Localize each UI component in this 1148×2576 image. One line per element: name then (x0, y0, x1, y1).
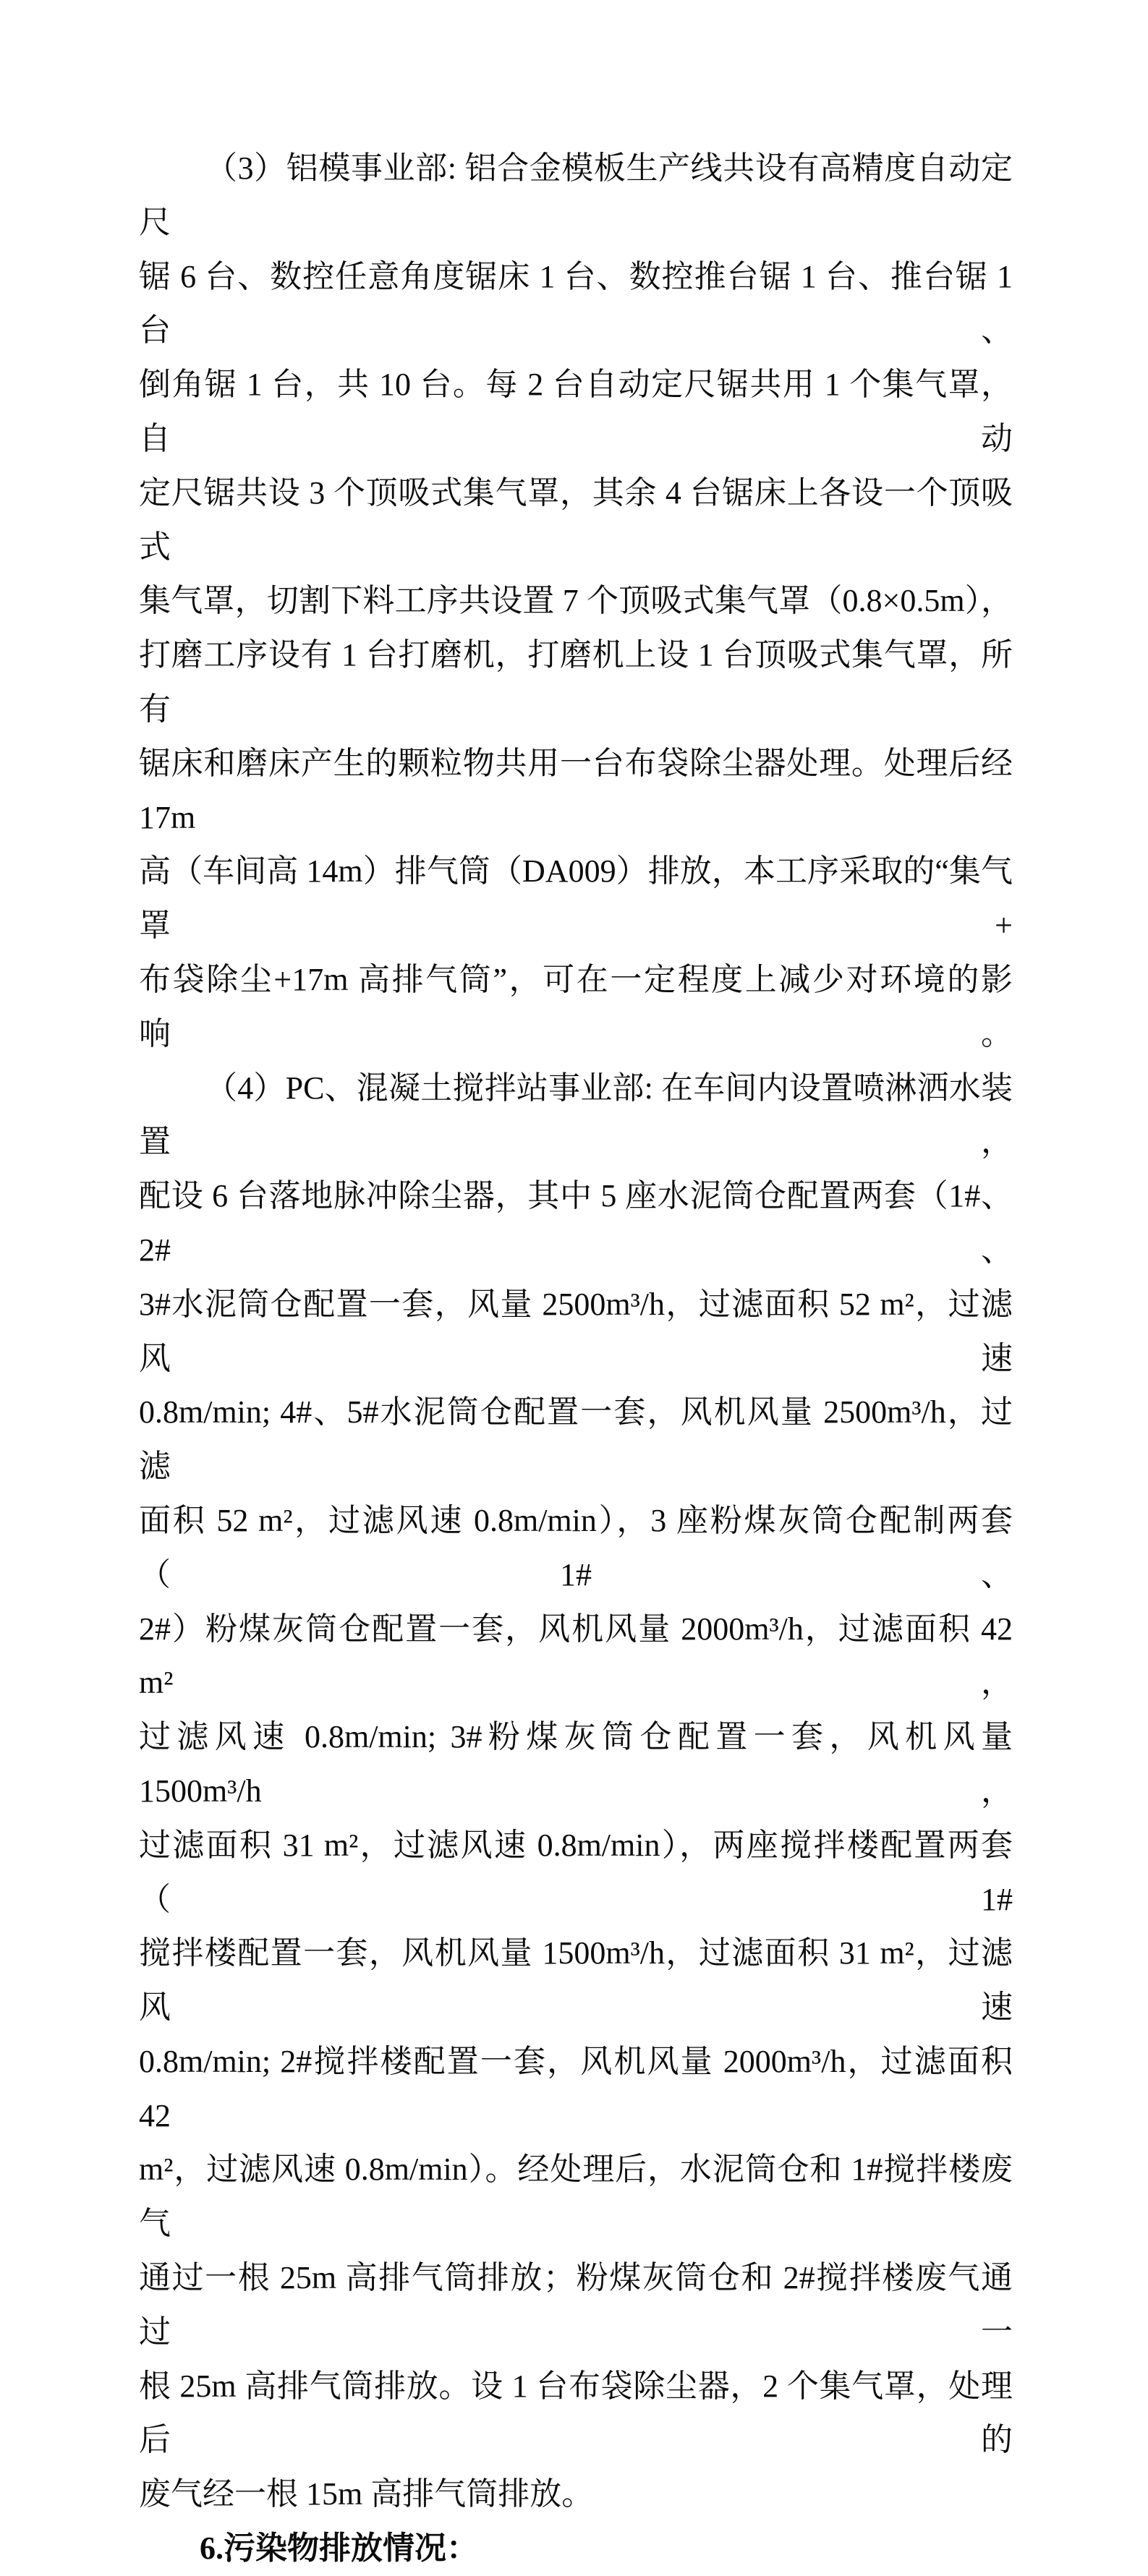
paragraph-line: m²，过滤风速 0.8m/min）。经处理后，水泥筒仓和 1#搅拌楼废气 (139, 2151, 1013, 2242)
paragraph-line: （3）铝模事业部: 铝合金模板生产线共设有高精度自动定尺 (139, 150, 1013, 240)
paragraph-line: 定尺锯共设 3 个顶吸式集气罩，其余 4 台锯床上各设一个顶吸式 (139, 474, 1013, 565)
paragraph-line: 配设 6 台落地脉冲除尘器，其中 5 座水泥筒仓配置两套（1#、2#、 (139, 1178, 1013, 1268)
paragraph-line: 根 25m 高排气筒排放。设 1 台布袋除尘器，2 个集气罩，处理后的 (139, 2368, 1013, 2458)
paragraph-line: 2#）粉煤灰筒仓配置一套，风机风量 2000m³/h，过滤面积 42 m²， (139, 1611, 1013, 1701)
paragraph-line: 高（车间高 14m）排气筒（DA009）排放，本工序采取的“集气罩+ (139, 853, 1013, 944)
paragraph-line: 锯床和磨床产生的颗粒物共用一台布袋除尘器处理。处理后经 17m (139, 745, 1013, 835)
paragraph-line: 搅拌楼配置一套，风机风量 1500m³/h，过滤面积 31 m²，过滤风速 (139, 1935, 1013, 2026)
paragraph-line: 过滤风速 0.8m/min; 3#粉煤灰筒仓配置一套，风机风量 1500m³/h， (139, 1719, 1013, 1809)
paragraph-line: 0.8m/min; 4#、5#水泥筒仓配置一套，风机风量 2500m³/h，过滤 (139, 1394, 1013, 1485)
paragraph-line: 打磨工序设有 1 台打磨机，打磨机上设 1 台顶吸式集气罩，所有 (139, 637, 1013, 727)
paragraph-line: 锯 6 台、数控任意角度锯床 1 台、数控推台锯 1 台、推台锯 1 台、 (139, 258, 1013, 349)
paragraph-line: 倒角锯 1 台，共 10 台。每 2 台自动定尺锯共用 1 个集气罩，自动 (139, 367, 1013, 456)
paragraph-line: （4）PC、混凝土搅拌站事业部: 在车间内设置喷淋洒水装置， (139, 1070, 1013, 1160)
paragraph-line: 3#水泥筒仓配置一套，风量 2500m³/h，过滤面积 52 m²，过滤风速 (139, 1286, 1013, 1376)
document-body (139, 142, 1013, 2576)
paragraph-line: 面积 52 m²，过滤风速 0.8m/min），3 座粉煤灰筒仓配制两套（1#、 (139, 1502, 1013, 1592)
paragraph-line: 集气罩，切割下料工序共设置 7 个顶吸式集气罩（0.8×0.5m）， (139, 583, 1013, 619)
section-heading: 6.污染物排放情况： (200, 2530, 478, 2567)
paragraph-line: 布袋除尘+17m 高排气筒”，可在一定程度上减少对环境的影响。 (139, 961, 1013, 1052)
paragraph-line: 废气经一根 15m 高排气筒排放。 (139, 2476, 594, 2512)
paragraph-line: 通过一根 25m 高排气筒排放；粉煤灰筒仓和 2#搅拌楼废气通过一 (139, 2260, 1013, 2350)
paragraph-line: 过滤面积 31 m²，过滤风速 0.8m/min），两座搅拌楼配置两套（1# (139, 1827, 1013, 1917)
paragraph-line: 0.8m/min; 2#搅拌楼配置一套，风机风量 2000m³/h，过滤面积 42 (139, 2043, 1013, 2133)
